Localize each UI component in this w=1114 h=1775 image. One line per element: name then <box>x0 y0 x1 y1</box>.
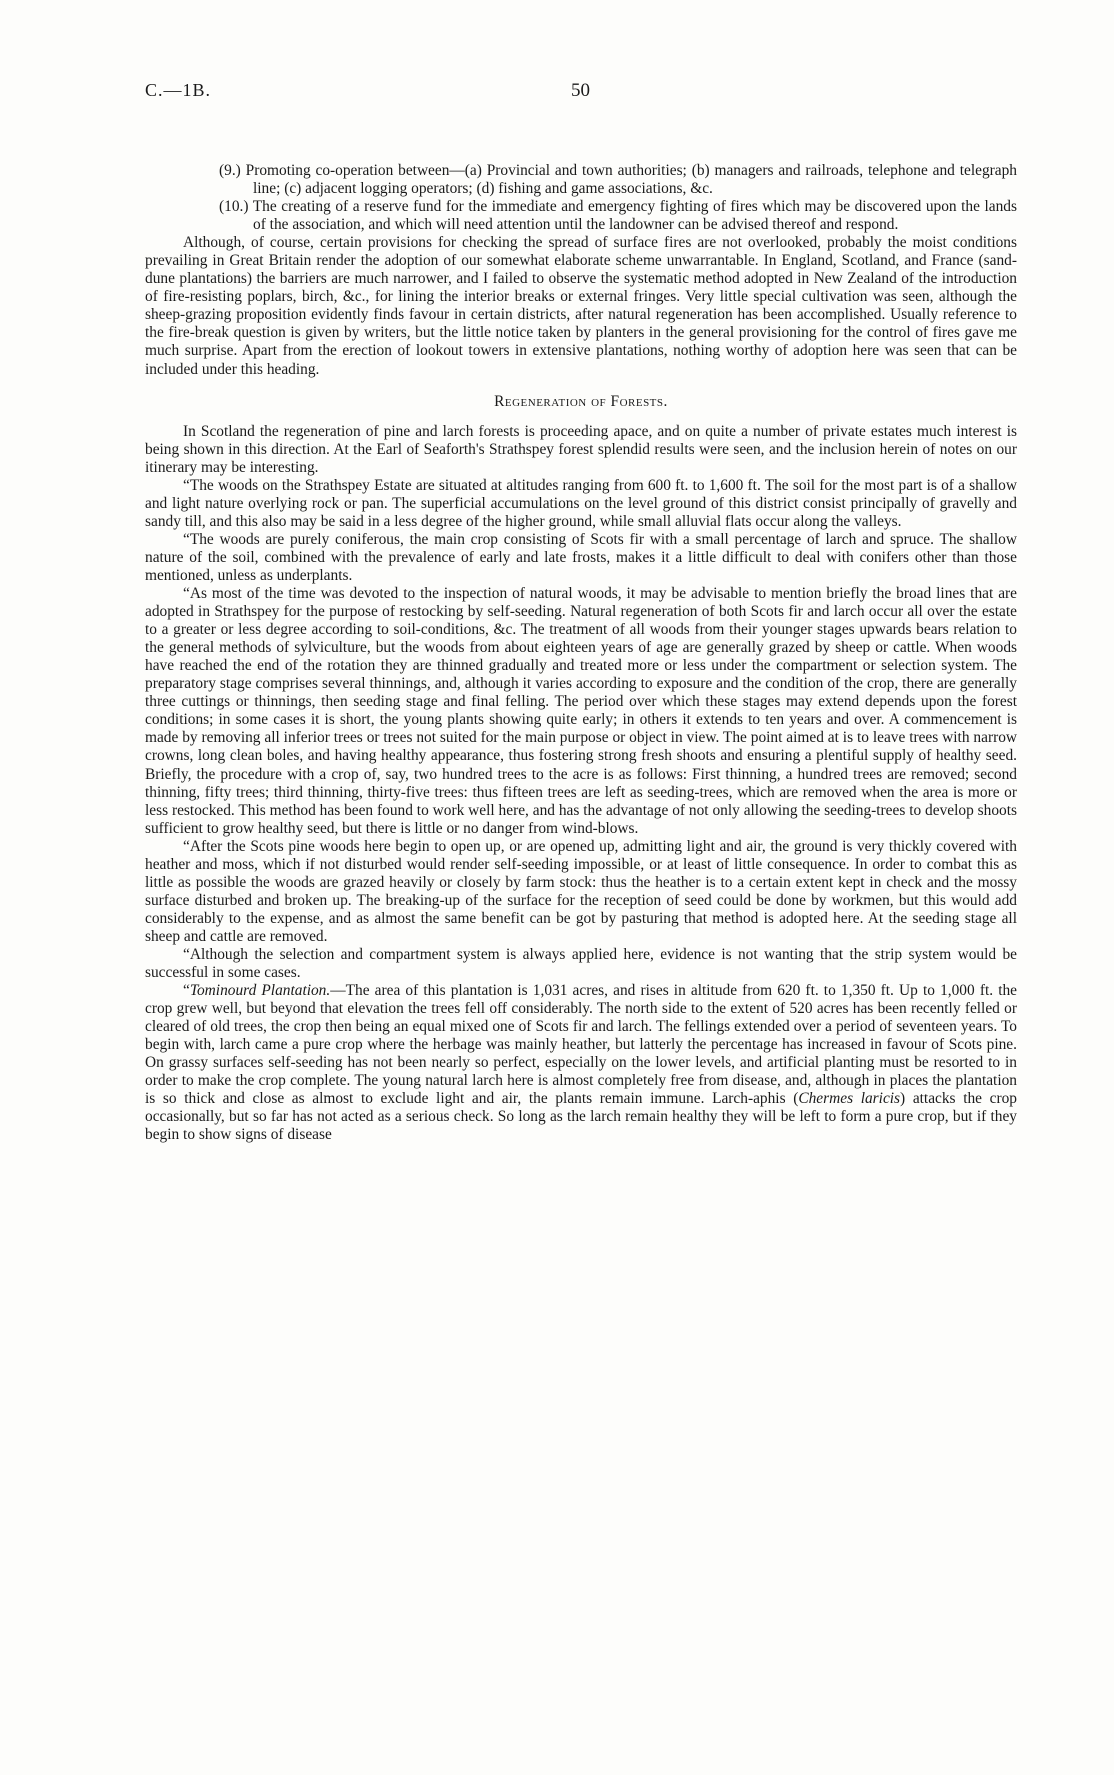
paragraph-strathspey-altitudes: “The woods on the Strathspey Estate are situated at altitudes ranging from 600 ft. to 1,600 ft. The soil for the most part is of a shallow and light nature overlying rock or pan. The superficial accumulations on the level ground of this district consist principally of gravelly and sandy till, and this also may be said in a less degree of the higher ground, while small alluvial flats occur along the valleys. <box>145 476 1017 530</box>
list-item-9 <box>219 162 1017 198</box>
list-item-10 <box>219 198 1017 234</box>
list-item-number: (10.) <box>219 198 249 216</box>
paragraph-scotland-regeneration: In Scotland the regeneration of pine and larch forests is proceeding apace, and on quite a number of private estates much interest is being shown in this direction. At the Earl of Seaforth's Strathspey forest splendid results were seen, and the inclusion herein of notes on our itinerary may be interesting. <box>145 422 1017 476</box>
document-reference: C.—1B. <box>145 80 212 100</box>
open-quote: “ <box>183 982 190 1000</box>
paragraph-text-part-2: ) attacks the crop occasionally, but so far has not acted as a serious check. So long as the larch remain healthy they will be left to form a pure crop, but if they begin to show signs of disease <box>145 1090 1017 1144</box>
paragraph-self-seeding: “As most of the time was devoted to the inspection of natural woods, it may be advisable to mention briefly the broad lines that are adopted in Strathspey for the purpose of restocking by self-seeding. Natural regeneration of both Scots fir and larch occur all over the estate to a greater or less degree according to soil-conditions, &c. The treatment of all woods from their younger stages upwards bears relation to the general methods of sylviculture, but the woods from about eighteen years of age are generally grazed by sheep or cattle. When woods have reached the end of the rotation they are thinned gradually and treated more or less under the compartment or selection system. The preparatory stage comprises several thinnings, and, although it varies according to exposure and the condition of the crop, there are generally three cuttings or thinnings, then seeding stage and final felling. The period over which these stages may extend depends upon the forest conditions; in some cases it is short, the young plants showing quite early; in others it extends to ten years and over. A commencement is made by removing all inferior trees or trees not suited for the main purpose or object in view. The point aimed at is to leave trees with narrow crowns, long clean boles, and having healthy appearance, thus fostering strong fresh shoots and ensuring a plentiful supply of healthy seed. Briefly, the procedure with a crop of, say, two hundred trees to the acre is as follows: First thinning, a hundred trees are removed; second thinning, fifty trees; third thinning, thirty-five trees: thus fifteen trees are left as seeding-trees, which are removed when the area is more or less restocked. This method has been found to work well here, and has the advantage of not only allowing the seeding-trees to develop shoots sufficient to grow healthy seed, but there is little or no danger from wind-blows. <box>145 585 1017 837</box>
paragraph-coniferous-woods: “The woods are purely coniferous, the main crop consisting of Scots fir with a small percentage of larch and spruce. The shallow nature of the soil, combined with the prevalence of early and late frosts, makes it a little difficult to deal with conifers other than those mentioned, unless as underplants. <box>145 530 1017 584</box>
paragraph-strip-system: “Although the selection and compartment system is always applied here, evidence is not wanting that the strip system would be successful in some cases. <box>145 945 1017 982</box>
paragraph-heather-moss: “After the Scots pine woods here begin to open up, or are opened up, admitting light and air, the ground is very thickly covered with heather and moss, which if not disturbed would render self-seeding impossible, or at least of little consequence. In order to combat this as little as possible the woods are grazed heavily or closely by farm stock: thus the heather is to a certain extent kept in check and the mossy surface disturbed and broken up. The breaking-up of the surface for the reception of seed could be done by workmen, but this would add considerably to the expense, and as almost the same benefit can be got by pasturing that method is adopted here. At the seeding stage all sheep and cattle are removed. <box>145 837 1017 945</box>
plantation-title: Tominourd Plantation. <box>189 982 331 1000</box>
document-body <box>145 162 1017 1144</box>
section-heading: Regeneration of Forests. <box>494 392 668 410</box>
paragraph-fire-barriers: Although, of course, certain provisions for checking the spread of surface fires are not overlooked, probably the moist conditions prevailing in Great Britain render the adoption of our somewhat elaborate scheme unwarrantable. In England, Scotland, and France (sand-dune plantations) the barriers are much narrower, and I failed to observe the systematic method adopted in New Zealand of the introduction of fire-resisting poplars, birch, &c., for lining the interior breaks or external fringes. Very little special cultivation was seen, although the sheep-grazing proposition evidently finds favour in certain districts, after natural regeneration has been accomplished. Usually reference to the fire-break question is given by writers, but the little notice taken by planters in the general provisioning for the control of fires gave me much surprise. Apart from the erection of lookout towers in extensive plantations, nothing worthy of adoption here was seen that can be included under this heading. <box>145 234 1017 378</box>
page-number: 50 <box>571 80 590 101</box>
list-item-text: The creating of a reserve fund for the immediate and emergency fighting of fires which may be discovered upon the lands of the association, and which will need attention until the landowner can be advised thereof and respond. <box>248 198 1017 234</box>
paragraph-tominourd-plantation <box>145 982 1017 1144</box>
paragraph-text-part-1: —The area of this plantation is 1,031 acres, and rises in altitude from 620 ft. to 1,350 ft. Up to 1,000 ft. the crop grew well, but beyond that elevation the trees fell off considerably. The north side to the extent of 520 acres has been recently felled or cleared of old trees, the crop then being an equal mixed one of Scots fir and larch. The fellings extended over a period of seventeen years. To begin with, larch came a pure crop where the herbage was mainly heather, but latterly the percentage has increased in favour of Scots pine. On grassy surfaces self-seeding has not been nearly so perfect, especially on the lower levels, and artificial planting must be resorted to in order to make the crop complete. The young natural larch here is almost completely free from disease, and, although in places the plantation is so thick and close as almost to exclude light and air, the plants remain immune. Larch-aphis ( <box>145 982 1017 1108</box>
list-item-number: (9.) <box>219 162 241 179</box>
page-header <box>145 80 1017 106</box>
species-name: Chermes laricis <box>798 1090 901 1108</box>
list-item-text: Promoting co-operation between—(a) Provincial and town authorities; (b) managers and railroads, telephone and telegraph line; (c) adjacent logging operators; (d) fishing and game associations, &c. <box>240 162 1017 198</box>
